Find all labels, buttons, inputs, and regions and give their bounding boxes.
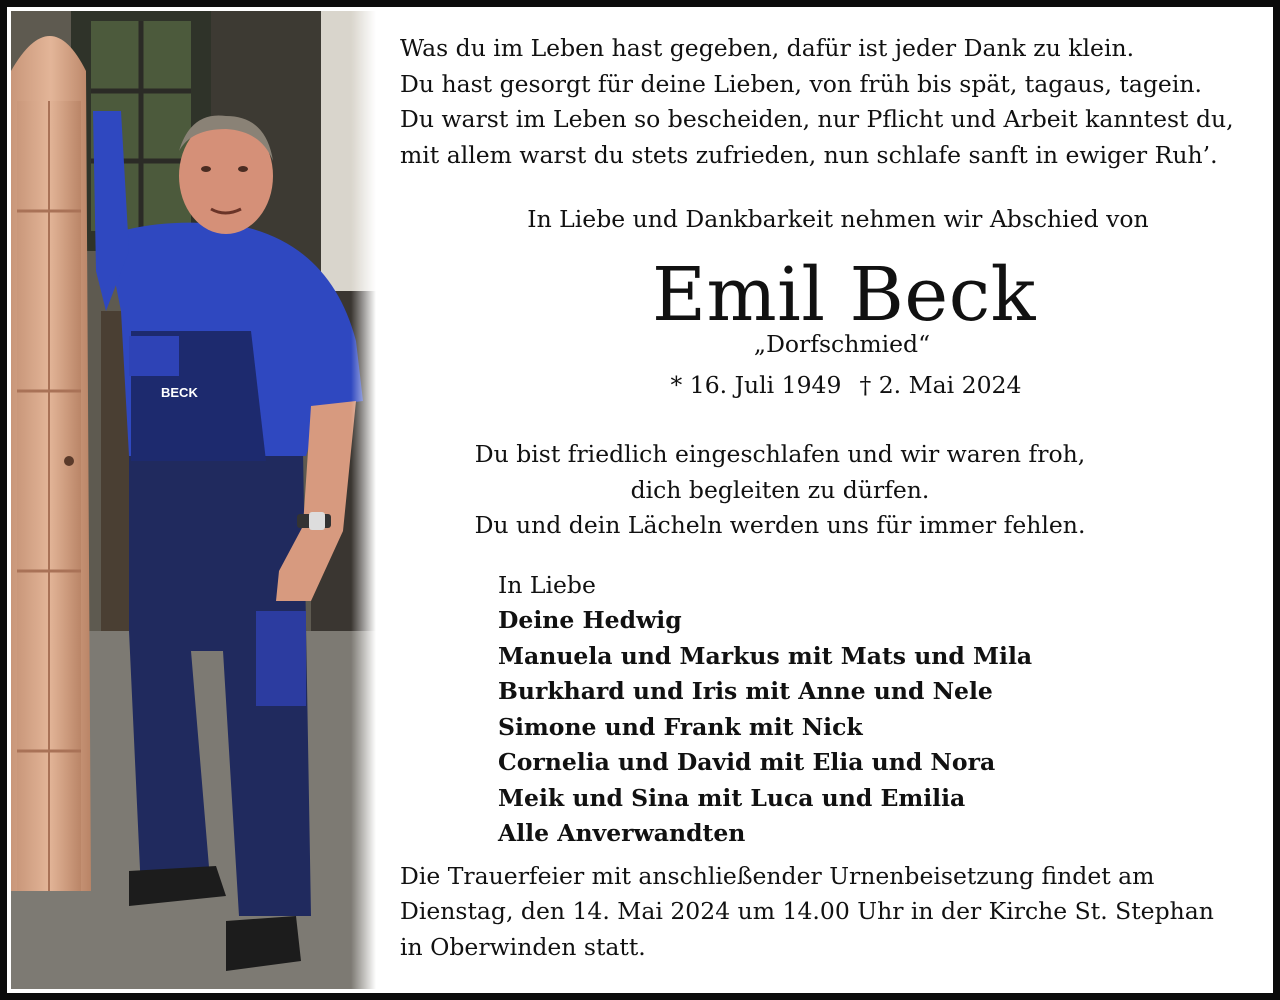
mourner-entry: Cornelia und David mit Elia und Nora <box>498 748 996 776</box>
poem-line: mit allem warst du stets zufrieden, nun schlafe sanft in ewiger Ruh’. <box>400 140 1218 169</box>
poem-line: Du warst im Leben so bescheiden, nur Pflicht und Arbeit kanntest du, <box>400 105 1234 133</box>
verse-line: dich begleiten zu dürfen. <box>630 475 930 504</box>
birth-date: * 16. Juli 1949 <box>670 371 842 399</box>
mourner-entry: Meik und Sina mit Luca und Emilia <box>498 783 966 812</box>
service-line: in Oberwinden statt. <box>400 932 646 961</box>
deceased-nickname: „Dorfschmied“ <box>753 330 931 358</box>
memorial-verse <box>400 437 1248 544</box>
mourner-entry: Burkhard und Iris mit Anne und Nele <box>498 677 993 705</box>
mourner-entry: Deine Hedwig <box>498 606 682 634</box>
funeral-service-info <box>400 859 1248 966</box>
notice-text <box>400 31 1248 965</box>
portrait-photo <box>11 11 376 989</box>
apron-logo: BECK <box>161 385 198 400</box>
farewell-intro: In Liebe und Dankbarkeit nehmen wir Abschied von <box>527 205 1149 233</box>
poem-line: Was du im Leben hast gegeben, dafür ist jeder Dank zu klein. <box>400 34 1135 62</box>
verse-line: Du und dein Lächeln werden uns für immer fehlen. <box>474 511 1086 539</box>
service-line: Dienstag, den 14. Mai 2024 um 14.00 Uhr in der Kirche St. Stephan <box>400 897 1214 925</box>
service-line: Die Trauerfeier mit anschließender Urnenbeisetzung findet am <box>400 861 1155 890</box>
opening-poem <box>400 31 1248 173</box>
death-date: † 2. Mai 2024 <box>859 371 1022 399</box>
mourners-list <box>400 568 1248 852</box>
mourners-lead: In Liebe <box>498 570 596 599</box>
mourner-entry: Alle Anverwandten <box>498 819 746 847</box>
mourner-entry: Manuela und Markus mit Mats und Mila <box>498 641 1033 670</box>
life-dates <box>400 369 1248 401</box>
mourner-entry: Simone und Frank mit Nick <box>498 712 863 741</box>
verse-line: Du bist friedlich eingeschlafen und wir waren froh, <box>474 440 1086 468</box>
deceased-name: Emil Beck <box>651 252 1036 338</box>
poem-line: Du hast gesorgt für deine Lieben, von früh bis spät, tagaus, tagein. <box>400 69 1202 98</box>
